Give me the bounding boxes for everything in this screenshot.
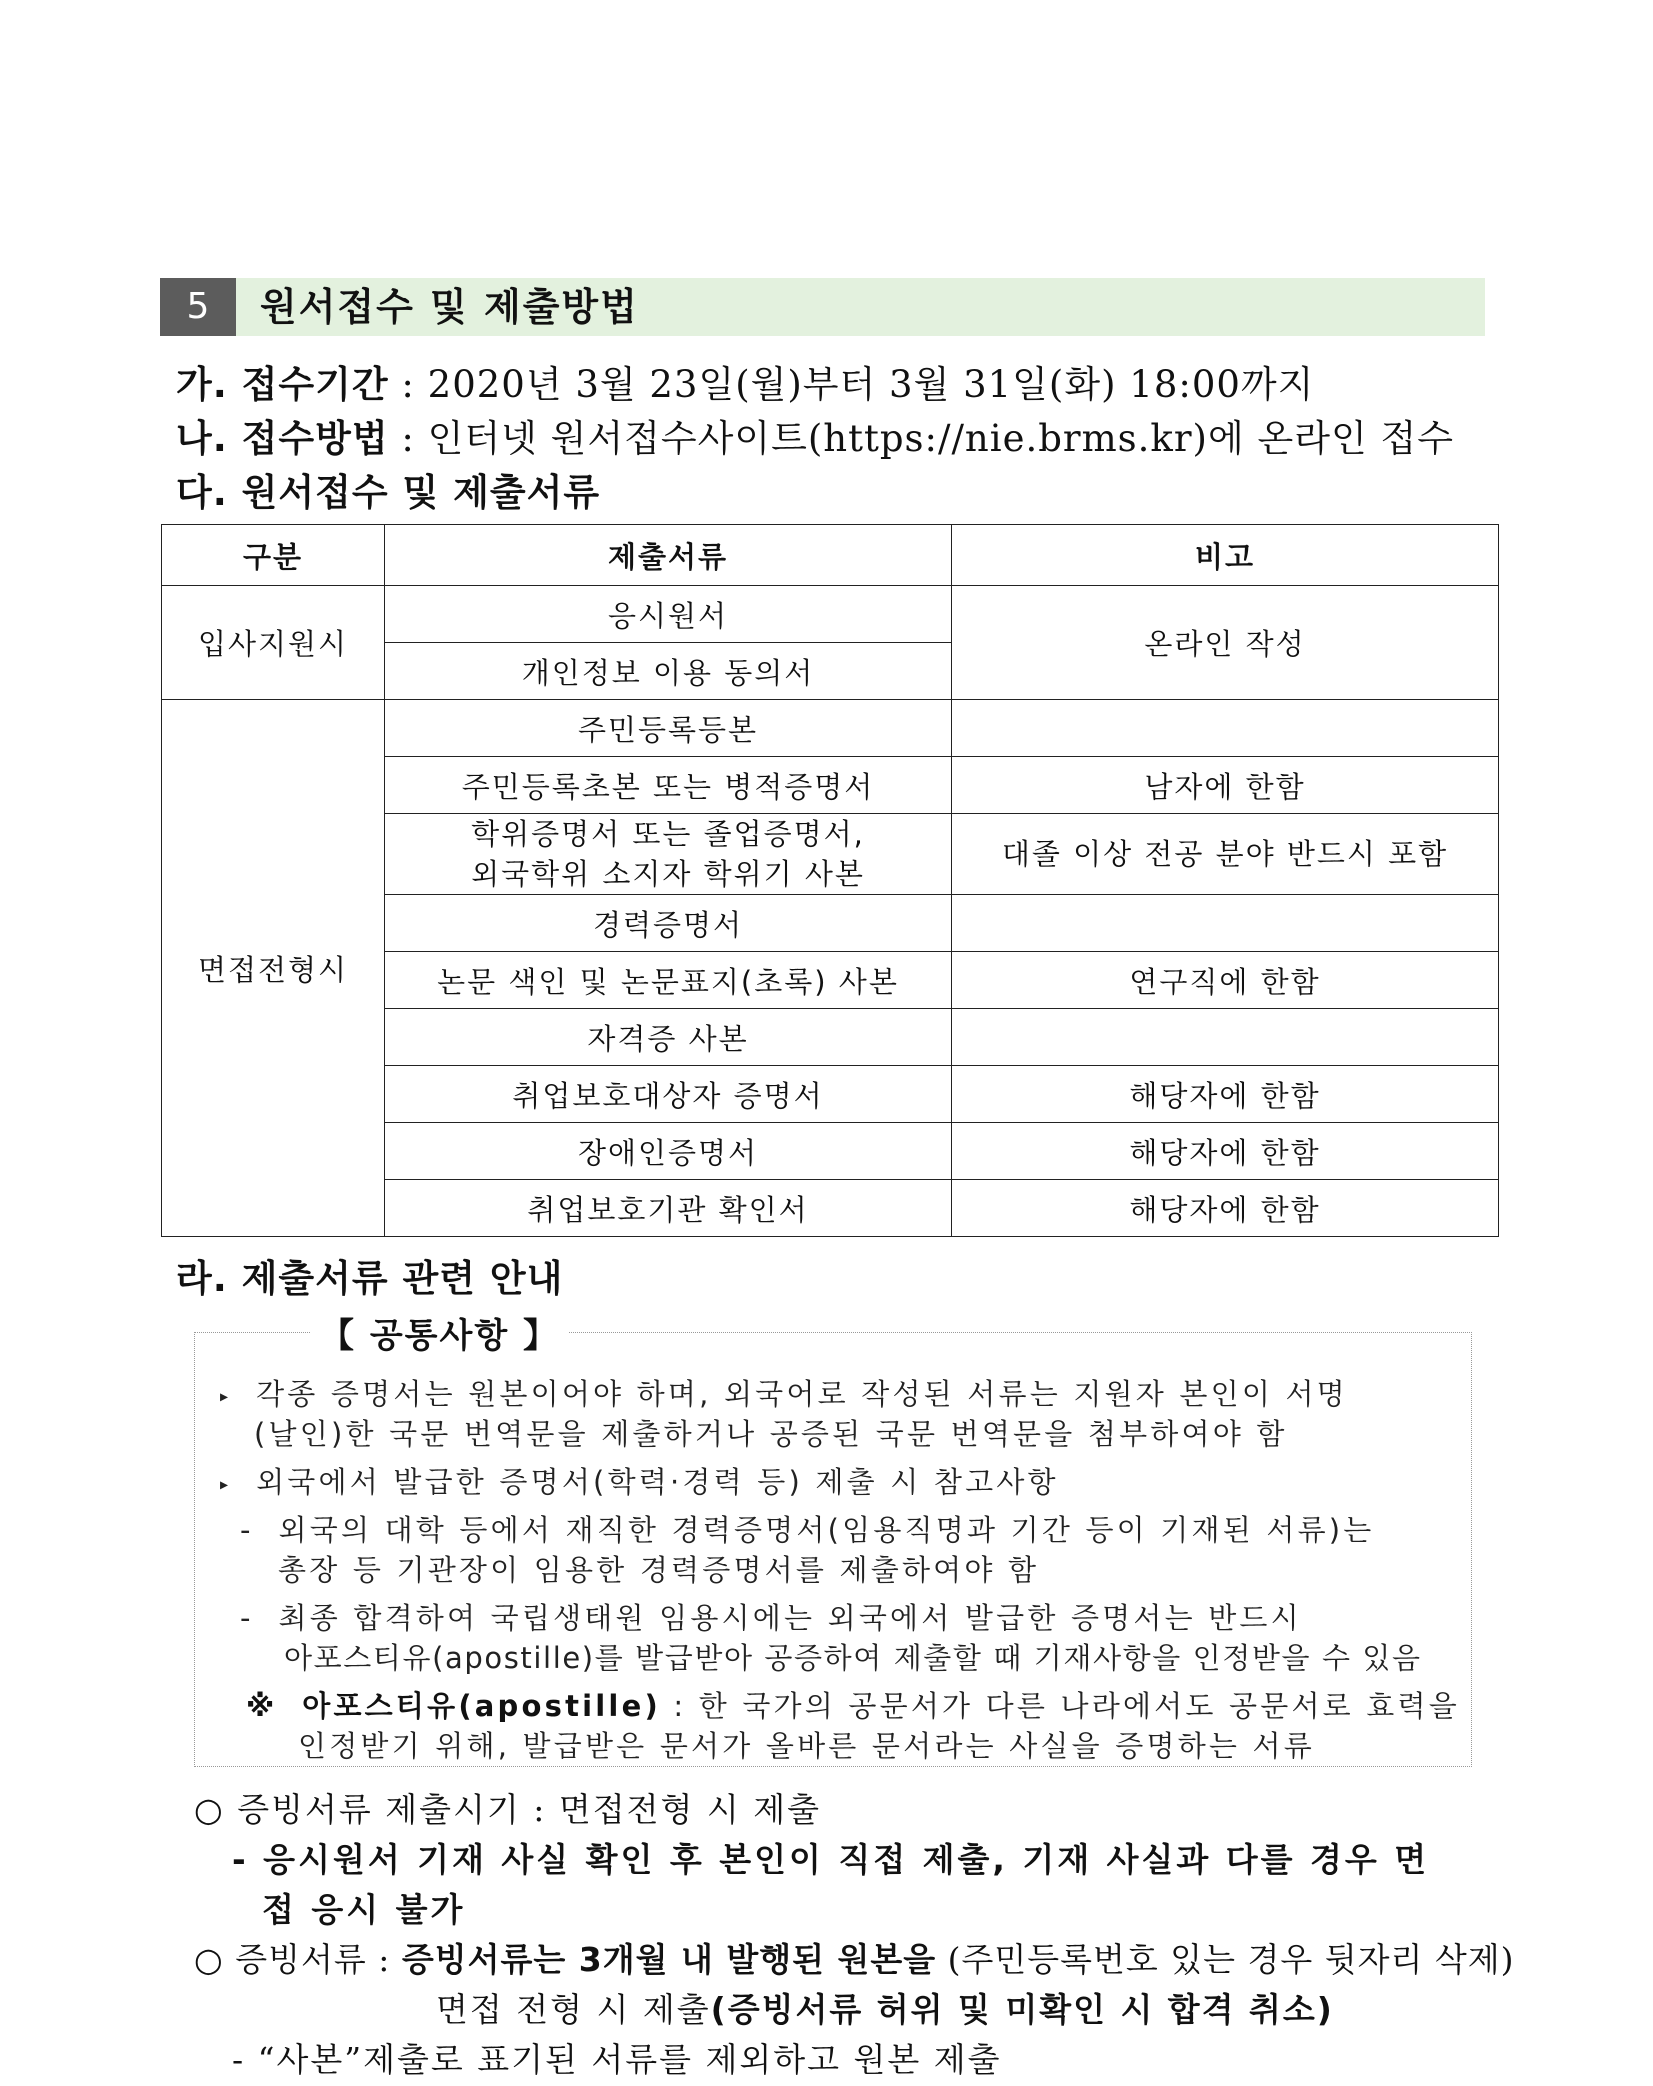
item-application-period [176,354,1314,408]
item-label: 가. 접수기간 [176,363,389,406]
evidence-line [194,1934,1515,1981]
dash-marker: - [240,1513,254,1547]
guidance-heading-text: 라. 제출서류 관련 안내 [176,1257,564,1300]
category-cell: 입사지원시 [162,586,385,700]
section-number: 5 [160,278,236,336]
document-cell [385,814,952,895]
header-remarks: 비고 [952,525,1499,586]
section-header [160,278,1485,336]
remark-cell [952,895,1499,952]
remark-cell: 대졸 이상 전공 분야 반드시 포함 [952,814,1499,895]
dash-line [240,1508,1375,1549]
header-category: 구분 [162,525,385,586]
item-label: 나. 접수방법 [176,417,389,460]
bullet-line [220,1460,1059,1501]
item-value: 2020년 3월 23일(월)부터 3월 31일(화) 18:00까지 [427,363,1315,406]
table-header-row [162,525,1499,586]
evidence-emphasis: 증빙서류는 3개월 내 발행된 원본을 [401,1940,937,1979]
timing-text: 증빙서류 제출시기 : 면접전형 시 제출 [237,1790,822,1829]
dash-text: 외국의 대학 등에서 재직한 경력증명서(임용직명과 기간 등이 기재된 서류)는 [278,1513,1375,1547]
remark-cell: 해당자에 한함 [952,1066,1499,1123]
note-text: : 한 국가의 공문서가 다른 나라에서도 공문서로 효력을 [660,1689,1460,1723]
evidence-label: 증빙서류 : [235,1940,402,1979]
separator: : [388,417,428,460]
bullet-text: 각종 증명서는 원본이어야 하며, 외국어로 작성된 서류는 지원자 본인이 서명 [256,1377,1348,1411]
document-cell: 주민등록등본 [385,700,952,757]
header-documents: 제출서류 [385,525,952,586]
triangle-bullet-icon: ▸ [220,1474,232,1494]
evidence-paren: (주민등록번호 있는 경우 뒷자리 삭제) [936,1940,1515,1979]
remark-cell: 온라인 작성 [952,586,1499,700]
document-line: 학위증명서 또는 졸업증명서, [471,817,865,851]
remark-cell: 해당자에 한함 [952,1123,1499,1180]
evidence-continuation [436,1984,1334,2031]
separator: : [388,363,428,406]
common-notes-title: 【 공통사항 】 [310,1308,569,1357]
timing-line [194,1784,821,1831]
document-cell: 개인정보 이용 동의서 [385,643,952,700]
dash-text: 최종 합격하여 국립생태원 임용시에는 외국에서 발급한 증명서는 반드시 [278,1601,1302,1635]
evidence-sub-line: - “사본”제출로 표기된 서류를 제외하고 원본 제출 [232,2040,1002,2079]
document-cell: 자격증 사본 [385,1009,952,1066]
guidance-heading [176,1248,563,1302]
remark-cell [952,700,1499,757]
dash-continuation: 총장 등 기관장이 임용한 경력증명서를 제출하여야 함 [278,1553,1040,1587]
remark-cell: 남자에 한함 [952,757,1499,814]
dash-line [240,1596,1302,1637]
section-title: 원서접수 및 제출방법 [260,285,639,329]
bullet-text: 외국에서 발급한 증명서(학력·경력 등) 제출 시 참고사항 [256,1465,1059,1499]
evidence-text: 면접 전형 시 제출 [436,1990,711,2029]
table-row [162,586,1499,643]
item-documents-heading [176,462,600,516]
item-application-method [176,408,1454,462]
item-value: 인터넷 원서접수사이트(https://nie.brms.kr)에 온라인 접수 [427,417,1454,460]
document-line: 외국학위 소지자 학위기 사본 [471,857,865,891]
timing-sub-continuation: 접 응시 불가 [262,1890,466,1929]
timing-sub-line: - 응시원서 기재 사실 확인 후 본인이 직접 제출, 기재 사실과 다를 경우 면 [232,1840,1430,1879]
bullet-continuation: (날인)한 국문 번역문을 제출하거나 공증된 국문 번역문을 첨부하여야 함 [254,1417,1288,1451]
note-line [246,1684,1460,1725]
note-mark-icon: ※ [246,1689,278,1723]
document-cell: 응시원서 [385,586,952,643]
triangle-bullet-icon: ▸ [220,1386,232,1406]
document-cell: 주민등록초본 또는 병적증명서 [385,757,952,814]
category-cell: 면접전형시 [162,700,385,1237]
dash-marker: - [240,1601,254,1635]
remark-cell: 연구직에 한함 [952,952,1499,1009]
note-term: 아포스티유(apostille) [302,1689,661,1723]
document-cell: 장애인증명서 [385,1123,952,1180]
circle-bullet-icon: ○ [194,1940,224,1979]
documents-table [161,524,1499,1237]
document-cell: 취업보호대상자 증명서 [385,1066,952,1123]
document-cell: 논문 색인 및 논문표지(초록) 사본 [385,952,952,1009]
note-continuation: 인정받기 위해, 발급받은 문서가 올바른 문서라는 사실을 증명하는 서류 [298,1729,1315,1763]
document-cell: 경력증명서 [385,895,952,952]
table-row [162,700,1499,757]
circle-bullet-icon: ○ [194,1790,225,1829]
bullet-line [220,1372,1348,1413]
remark-cell: 해당자에 한함 [952,1180,1499,1237]
item-label: 다. 원서접수 및 제출서류 [176,471,601,514]
remark-cell [952,1009,1499,1066]
document-cell: 취업보호기관 확인서 [385,1180,952,1237]
dash-continuation: 아포스티유(apostille)를 발급받아 공증하여 제출할 때 기재사항을 인정받을 수 있음 [284,1641,1422,1675]
evidence-warning: (증빙서류 허위 및 미확인 시 합격 취소) [710,1990,1334,2029]
